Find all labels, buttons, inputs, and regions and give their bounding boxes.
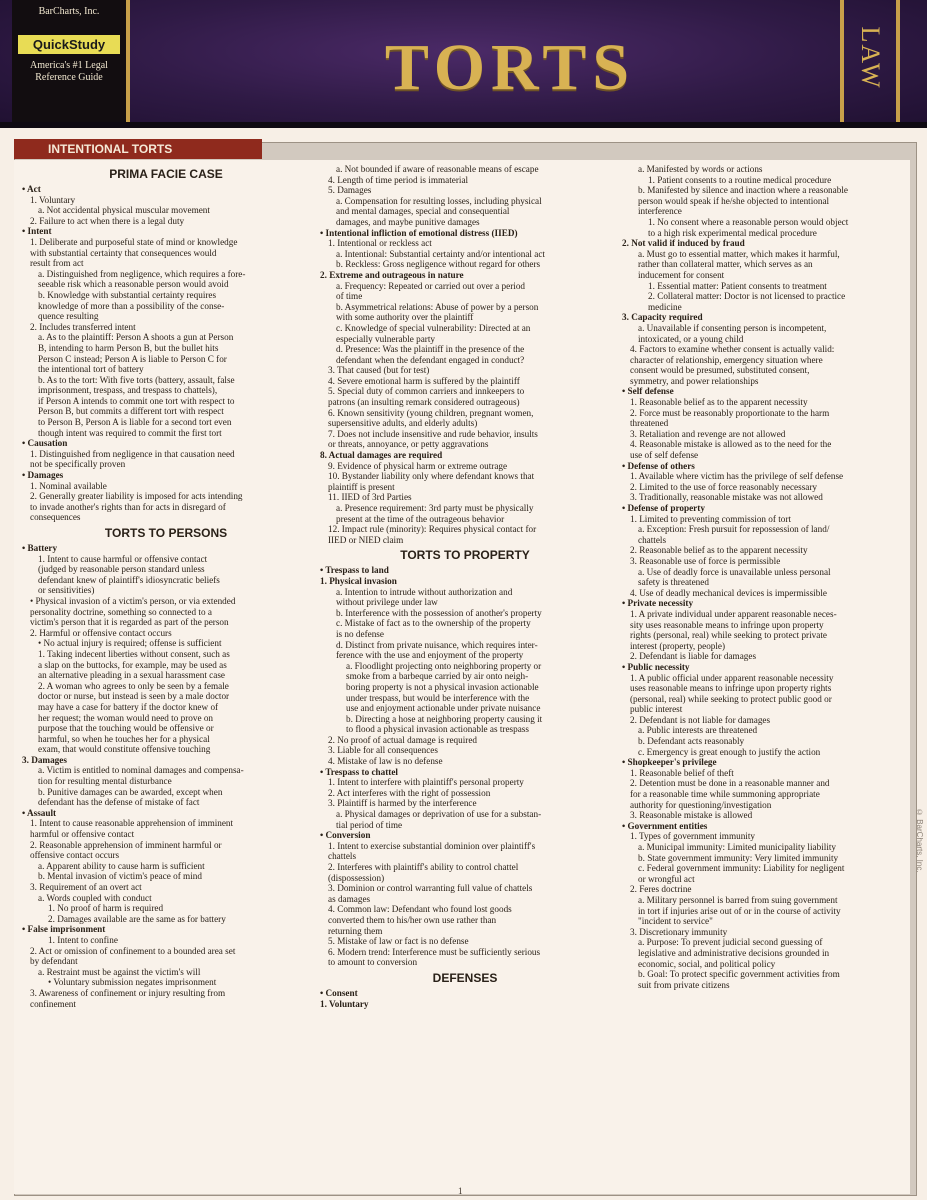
outline-item: defendant has the defense of mistake of fact xyxy=(38,797,200,808)
outline-item: a. Compensation for resulting losses, including physical xyxy=(336,195,542,206)
outline-item: 3. Plaintiff is harmed by the interference xyxy=(328,798,477,809)
outline-item: her request; the woman would need to prove on xyxy=(38,712,214,723)
outline-heading: • Causation xyxy=(22,438,68,449)
outline-item: a. Municipal immunity: Limited municipality liability xyxy=(638,842,837,852)
outline-item: b. Knowledge with substantial certainty requires xyxy=(38,289,217,300)
outline-item: use and enjoyment actionable under private nuisance xyxy=(346,703,541,714)
outline-heading: • Private necessity xyxy=(622,598,694,609)
brand-badge: QuickStudy xyxy=(18,35,120,54)
outline-item: use of self defense xyxy=(630,450,699,461)
publisher-logo xyxy=(12,0,130,122)
outline-item: a slap on the buttocks, for example, may be used as xyxy=(38,659,227,670)
outline-item: 1. Patient consents to a routine medical procedure xyxy=(648,174,832,185)
tagline: America's #1 Legal Reference Guide xyxy=(30,60,108,83)
outline-item: 1. Voluntary xyxy=(30,194,76,205)
page-number: 1 xyxy=(458,1186,463,1196)
column-1 xyxy=(22,164,310,1188)
outline-item: 1. Intent to cause harmful or offensive contact xyxy=(38,553,208,564)
outline-item: d. Presence: Was the plaintiff in the presence of the xyxy=(336,344,525,355)
outline-item: b. As to the tort: With five torts (battery, assault, false xyxy=(38,374,235,385)
outline-heading: • Act xyxy=(22,184,41,194)
outline-item: b. Asymmetrical relations: Abuse of power by a person xyxy=(336,301,539,312)
outline-item: in tort if injuries arise out of or in the course of activity xyxy=(638,905,841,916)
outline-item: 2. Reasonable belief as to the apparent necessity xyxy=(630,545,808,556)
outline-item: (dispossession) xyxy=(328,872,385,883)
outline-item: a. Must go to essential matter, which makes it harmful, xyxy=(638,248,840,259)
outline-item: by defendant xyxy=(30,956,78,967)
outline-item: 3. Traditionally, reasonable mistake was not allowed xyxy=(630,492,823,503)
outline-item: 3. That caused (but for test) xyxy=(328,365,430,376)
section-heading: PRIMA FACIE CASE xyxy=(109,167,223,181)
outline-item: 1. Intent to cause reasonable apprehension of imminent xyxy=(30,818,234,829)
outline-item: personality doctrine, something so connected to a xyxy=(30,606,212,617)
outline-item: 2. Act or omission of confinement to a bounded area set xyxy=(30,945,236,956)
outline-item: threatened xyxy=(630,418,669,429)
outline-item: c. Emergency is great enough to justify the action xyxy=(638,746,821,757)
outline-item: a. Words coupled with conduct xyxy=(38,892,152,903)
column-3 xyxy=(622,164,907,1188)
outline-item: 3. Reasonable mistake is allowed xyxy=(630,810,753,821)
outline-item: a. Not accidental physical muscular movement xyxy=(38,205,210,216)
outline-item: b. Reckless: Gross negligence without regard for others xyxy=(336,259,541,270)
outline-item: defendant knew of plaintiff's idiosyncratic beliefs xyxy=(38,574,220,585)
outline-item: 7. Does not include insensitive and rude behavior, insults xyxy=(328,428,538,439)
outline-item: 11. IIED of 3rd Parties xyxy=(328,492,412,503)
outline-item: suit from private citizens xyxy=(638,979,730,990)
outline-item: tial period of time xyxy=(336,819,403,830)
outline-item: 3. Liable for all consequences xyxy=(328,745,438,756)
outline-item: victim's person that it is regarded as part of the person xyxy=(30,617,229,628)
outline-heading: 2. Not valid if induced by fraud xyxy=(622,238,745,249)
outline-item: symmetry, and power relationships xyxy=(630,375,759,386)
outline-item: as damages xyxy=(328,893,371,904)
outline-item: c. Knowledge of special vulnerability: Directed at an xyxy=(336,322,531,333)
outline-item: 2. Defendant is liable for damages xyxy=(630,651,757,662)
outline-item: 1. Reasonable belief of theft xyxy=(630,767,734,778)
outline-item: a. Intention to intrude without authorization and xyxy=(336,586,513,597)
outline-item: • Voluntary submission negates imprisonment xyxy=(48,977,217,988)
outline-heading: • Public necessity xyxy=(622,661,690,672)
outline-item: 1. Essential matter: Patient consents to treatment xyxy=(648,280,827,291)
outline-item: consequences xyxy=(30,512,81,523)
outline-item: b. Mental invasion of victim's peace of mind xyxy=(38,871,202,882)
outline-heading: • Damages xyxy=(22,470,64,481)
outline-item: present at the time of the outrageous behavior xyxy=(336,513,505,524)
outline-item: to invade another's rights than for acts in disregard of xyxy=(30,501,226,512)
outline-item: to a high risk experimental medical procedure xyxy=(648,227,817,238)
outline-item: doctor or nurse, but instead is seen by a male doctor xyxy=(38,691,230,702)
outline-item: a. Presence requirement: 3rd party must be physically xyxy=(336,503,534,513)
outline-item: intoxicated, or a young child xyxy=(638,333,744,344)
outline-item: 4. Common law: Defendant who found lost goods xyxy=(328,904,512,915)
outline-item: plaintiff is present xyxy=(328,481,395,492)
outline-item: Person C instead; Person A is liable to Person C for xyxy=(38,353,227,364)
outline-item: though intent was required to commit the first tort xyxy=(38,427,222,438)
copyright-note: © BarCharts, Inc. xyxy=(915,807,924,873)
header-divider xyxy=(0,122,927,128)
outline-item: 2. A woman who agrees to only be seen by a female xyxy=(38,680,229,691)
outline-item: of time xyxy=(336,291,363,302)
outline-item: 10. Bystander liability only where defendant knows that xyxy=(328,471,535,482)
outline-item: b. Manifested by silence and inaction where a reasonable xyxy=(638,185,848,196)
outline-item: rather than collateral matter, which serves as an xyxy=(638,259,813,270)
section-heading: DEFENSES xyxy=(432,970,498,985)
outline-heading: 3. Damages xyxy=(22,754,67,765)
outline-item: boring property is not a physical invasion actionable xyxy=(346,681,539,692)
outline-item: 2. Harmful or offensive contact occurs xyxy=(30,627,172,638)
outline-heading: 1. Physical invasion xyxy=(320,575,397,586)
outline-item: b. Directing a hose at neighboring property causing it xyxy=(346,713,543,724)
outline-item: interest (property, people) xyxy=(630,640,726,651)
outline-item: a. Exception: Fresh pursuit for repossession of land/ xyxy=(638,524,830,535)
outline-item: not be specifically proven xyxy=(30,459,126,470)
outline-item: tion for resulting mental disturbance xyxy=(38,776,172,787)
outline-item: 1. Distinguished from negligence in that causation need xyxy=(30,448,235,459)
outline-item: a. Manifested by words or actions xyxy=(638,164,763,174)
outline-item: 1. Deliberate and purposeful state of mind or knowledge xyxy=(30,236,238,247)
outline-item: 3. Discretionary immunity xyxy=(630,926,728,937)
outline-item: or wrongful act xyxy=(638,873,695,884)
outline-heading: • Self defense xyxy=(622,386,674,397)
outline-item: interference xyxy=(638,206,682,217)
outline-item: 4. Factors to examine whether consent is actually valid: xyxy=(630,344,835,355)
outline-item: a. As to the plaintiff: Person A shoots a gun at Person xyxy=(38,332,234,343)
outline-item: 5. Damages xyxy=(328,185,372,196)
outline-item: or threats, annoyance, or petty aggravations xyxy=(328,439,489,450)
outline-item: if Person A intends to commit one tort with respect to xyxy=(38,395,235,406)
outline-item: is no defense xyxy=(336,628,384,639)
publisher-name: BarCharts, Inc. xyxy=(38,6,100,17)
section-banner: INTENTIONAL TORTS xyxy=(14,139,262,159)
outline-heading: 8. Actual damages are required xyxy=(320,450,443,461)
outline-item: patrons (an insulting remark considered outrageous) xyxy=(328,397,520,408)
outline-heading: • Shopkeeper's privilege xyxy=(622,757,717,768)
outline-item: b. Punitive damages can be awarded, except when xyxy=(38,786,223,797)
outline-item: to amount to conversion xyxy=(328,957,418,968)
outline-item: 2. Interferes with plaintiff's ability to control chattel xyxy=(328,862,519,872)
outline-item: sity uses reasonable means to infringe upon property xyxy=(630,619,824,630)
outline-heading: • Trespass to chattel xyxy=(320,766,398,777)
outline-item: a. Not bounded if aware of reasonable means of escape xyxy=(336,164,539,174)
outline-item: 4. Reasonable mistake is allowed as to the need for the xyxy=(630,439,832,450)
outline-item: damages, and maybe punitive damages xyxy=(336,216,480,227)
outline-item: 9. Evidence of physical harm or extreme outrage xyxy=(328,460,508,471)
outline-item: medicine xyxy=(648,301,682,312)
outline-item: for a reasonable time while summoning appropriate xyxy=(630,789,820,800)
outline-item: converted them to his/her own use rather than xyxy=(328,914,497,925)
outline-item: 6. Known sensitivity (young children, pregnant women, xyxy=(328,407,534,418)
outline-item: may have a case for battery if the doctor knew of xyxy=(38,701,219,712)
outline-item: 2. Failure to act when there is a legal duty xyxy=(30,215,185,226)
outline-item: chattels xyxy=(638,534,667,545)
spine-label-box xyxy=(840,0,900,122)
outline-item: harmful, so when he touches her for a physical xyxy=(38,733,210,744)
outline-item: a. Frequency: Repeated or carried out over a period xyxy=(336,280,526,291)
outline-item: imprisonment, trespass, and trespass to chattels), xyxy=(38,385,218,396)
outline-item: 5. Special duty of common carriers and innkeepers to xyxy=(328,386,525,397)
outline-item: a. Distinguished from negligence, which requires a fore- xyxy=(38,268,246,279)
outline-item: result from act xyxy=(30,258,84,269)
outline-item: especially vulnerable party xyxy=(336,333,435,344)
outline-item: 3. Requirement of an overt act xyxy=(30,882,142,892)
outline-item: 4. Length of time period is immaterial xyxy=(328,174,469,185)
outline-item: 1. Intent to confine xyxy=(48,934,118,945)
outline-item: 2. Reasonable apprehension of imminent harmful or xyxy=(30,839,222,850)
outline-item: under trespass, but would be interference with the xyxy=(346,692,530,703)
outline-item: a. Floodlight projecting onto neighboring property or xyxy=(346,660,542,671)
outline-item: 3. Retaliation and revenge are not allowed xyxy=(630,428,786,439)
outline-item: 3. Dominion or control warranting full value of chattels xyxy=(328,883,533,894)
outline-item: a. Use of deadly force is unavailable unless personal xyxy=(638,566,831,577)
outline-item: to flood a physical invasion actionable as trespass xyxy=(346,724,529,735)
outline-item: uses reasonable means to infringe upon property rights xyxy=(630,683,832,694)
outline-item: exam, that would constitute offensive touching xyxy=(38,744,211,755)
outline-item: 1. Taking indecent liberties without consent, such as xyxy=(38,648,230,659)
outline-item: 2. Detention must be done in a reasonable manner and xyxy=(630,778,830,789)
outline-item: public interest xyxy=(630,704,683,715)
outline-item: 2. No proof of actual damage is required xyxy=(328,734,477,745)
outline-item: 1. Available where victim has the privilege of self defense xyxy=(630,471,844,482)
outline-item: 1. Types of government immunity xyxy=(630,831,755,842)
outline-item: knowledge of more than a possibility of the conse- xyxy=(38,300,225,311)
outline-item: defendant when the defendant engaged in conduct? xyxy=(336,354,525,365)
outline-item: 1. Intentional or reckless act xyxy=(328,238,432,249)
outline-item: 1. Limited to preventing commission of tort xyxy=(630,513,792,524)
spine-label: LAW xyxy=(856,26,885,90)
outline-item: authority for questioning/investigation xyxy=(630,799,772,810)
outline-item: rights (personal, real) while seeking to protect private xyxy=(630,630,827,641)
outline-item: character of relationship, emergency situation where xyxy=(630,354,823,365)
outline-item: purpose that the touching would be offensive or xyxy=(38,723,214,734)
outline-heading: • Defense of others xyxy=(622,460,695,471)
outline-item: b. Goal: To protect specific government activities from xyxy=(638,969,840,980)
outline-heading: • Defense of property xyxy=(622,503,705,513)
outline-heading: • Intentional infliction of emotional distress (IIED) xyxy=(320,227,518,238)
outline-heading: • Consent xyxy=(320,987,358,998)
outline-heading: • Trespass to land xyxy=(320,565,389,576)
outline-item: confinement xyxy=(30,998,76,1009)
outline-item: 2. Includes transferred intent xyxy=(30,321,136,332)
outline-item: 3. Reasonable use of force is permissible xyxy=(630,555,781,566)
outline-item: (judged by reasonable person standard unless xyxy=(38,564,205,575)
outline-item: IIED or NIED claim xyxy=(328,534,404,545)
outline-item: 6. Modern trend: Interference must be sufficiently serious xyxy=(328,946,541,957)
outline-item: 1. No proof of harm is required xyxy=(48,903,164,914)
outline-item: inducement for consent xyxy=(638,269,725,280)
outline-item: 2. Generally greater liability is imposed for acts intending xyxy=(30,491,243,502)
outline-item: Person B, but commits a different tort with respect xyxy=(38,406,224,417)
outline-item: a. Military personnel is barred from suing government xyxy=(638,894,838,905)
outline-item: 4. Mistake of law is no defense xyxy=(328,756,443,767)
outline-item: 1. A private individual under apparent reasonable neces- xyxy=(630,608,837,619)
outline-item: offensive contact occurs xyxy=(30,850,120,861)
outline-item: • No actual injury is required; offense is sufficient xyxy=(38,638,222,649)
outline-item: chattels xyxy=(328,851,357,862)
outline-item: B, intending to harm Person B, but the bullet hits xyxy=(38,342,219,353)
outline-item: and mental damages, special and consequential xyxy=(336,206,510,217)
outline-heading: 2. Extreme and outrageous in nature xyxy=(320,269,464,280)
outline-item: the intentional tort of battery xyxy=(38,364,144,375)
outline-item: 2. Force must be reasonably proportionate to the harm xyxy=(630,407,830,418)
outline-item: with some authority over the plaintiff xyxy=(336,312,474,323)
outline-item: ference with the use and enjoyment of the property xyxy=(336,650,524,661)
outline-heading: • Assault xyxy=(22,807,57,818)
outline-item: c. Mistake of fact as to the ownership of the property xyxy=(336,618,531,629)
outline-item: "incident to service" xyxy=(638,916,713,927)
outline-item: supersensitive adults, and elderly adults) xyxy=(328,418,478,429)
outline-item: a. Apparent ability to cause harm is sufficient xyxy=(38,860,205,871)
outline-item: seeable risk which a reasonable person would avoid xyxy=(38,279,229,290)
outline-item: a. Unavailable if consenting person is incompetent, xyxy=(638,322,827,333)
outline-item: • Physical invasion of a victim's person, or via extended xyxy=(30,595,236,606)
outline-item: to Person B, Person A is liable for a second tort even xyxy=(38,417,232,428)
outline-item: 4. Severe emotional harm is suffered by the plaintiff xyxy=(328,375,520,386)
outline-item: 1. Intent to interfere with plaintiff's personal property xyxy=(328,777,524,788)
outline-heading: • False imprisonment xyxy=(22,924,106,935)
outline-item: legislative and administrative decisions grounded in xyxy=(638,947,830,958)
outline-item: 2. Feres doctrine xyxy=(630,884,692,895)
outline-item: 4. Use of deadly mechanical devices is impermissible xyxy=(630,587,827,598)
outline-item: safety is threatened xyxy=(638,577,709,588)
outline-item: a. Victim is entitled to nominal damages and compensa- xyxy=(38,765,244,776)
column-2 xyxy=(320,164,610,1188)
page-title: TORTS xyxy=(384,31,636,104)
outline-item: harmful or offensive contact xyxy=(30,829,135,840)
outline-item: 2. Defendant is not liable for damages xyxy=(630,714,771,725)
section-heading: TORTS TO PROPERTY xyxy=(400,548,530,563)
outline-heading: • Battery xyxy=(22,543,58,553)
outline-item: 2. Act interferes with the right of possession xyxy=(328,787,491,798)
outline-item: 3. Awareness of confinement or injury resulting from xyxy=(30,987,226,998)
outline-item: 1. Intent to exercise substantial dominion over plaintiff's xyxy=(328,840,536,851)
outline-item: returning them xyxy=(328,925,383,936)
outline-heading: 1. Voluntary xyxy=(320,998,369,1009)
outline-item: without privilege under law xyxy=(336,597,438,608)
section-heading: TORTS TO PERSONS xyxy=(104,526,228,540)
outline-item: 1. No consent where a reasonable person would object xyxy=(648,216,849,227)
outline-item: 1. Reasonable belief as to the apparent necessity xyxy=(630,397,808,408)
outline-heading: • Conversion xyxy=(320,830,371,841)
outline-item: b. Defendant acts reasonably xyxy=(638,736,745,747)
header xyxy=(0,0,927,128)
outline-item: d. Distinct from private nuisance, which requires inter- xyxy=(336,639,538,650)
outline-item: c. Federal government immunity: Liability for negligent xyxy=(638,863,845,874)
outline-item: a. Public interests are threatened xyxy=(638,725,758,736)
outline-item: 12. Impact rule (minority): Requires physical contact for xyxy=(328,524,537,535)
outline-heading: • Government entities xyxy=(622,820,708,831)
outline-item: a. Physical damages or deprivation of use for a substan- xyxy=(336,809,542,820)
outline-item: 5. Mistake of law or fact is no defense xyxy=(328,936,469,947)
outline-item: consent would be presumed, substituted consent, xyxy=(630,365,810,376)
outline-item: economic, social, and political policy xyxy=(638,958,776,969)
outline-item: smoke from a barbeque carried by air onto neigh- xyxy=(346,671,529,682)
outline-item: 1. A public official under apparent reasonable necessity xyxy=(630,672,834,683)
outline-item: person would speak if he/she objected to intentional xyxy=(638,195,830,206)
outline-item: a. Purpose: To prevent judicial second guessing of xyxy=(638,937,823,948)
outline-item: 2. Damages available are the same as for battery xyxy=(48,913,226,924)
outline-item: b. State government immunity: Very limited immunity xyxy=(638,852,839,863)
outline-item: 1. Nominal available xyxy=(30,480,107,491)
outline-item: with substantial certainty that consequences would xyxy=(30,247,217,258)
outline-item: quence resulting xyxy=(38,311,99,322)
outline-item: 2. Collateral matter: Doctor is not licensed to practice xyxy=(648,291,846,302)
outline-item: 2. Limited to the use of force reasonably necessary xyxy=(630,481,817,492)
outline-item: a. Intentional: Substantial certainty and/or intentional act xyxy=(336,248,545,259)
outline-item: a. Restraint must be against the victim's will xyxy=(38,966,201,977)
outline-item: an alternative pleading in a sexual harassment case xyxy=(38,670,225,681)
outline-item: (personal, real) while seeking to protect public good or xyxy=(630,693,832,704)
outline-item: or sensitivities) xyxy=(38,585,95,596)
outline-item: b. Interference with the possession of another's property xyxy=(336,607,542,618)
outline-heading: 3. Capacity required xyxy=(622,312,703,323)
outline-heading: • Intent xyxy=(22,226,52,237)
